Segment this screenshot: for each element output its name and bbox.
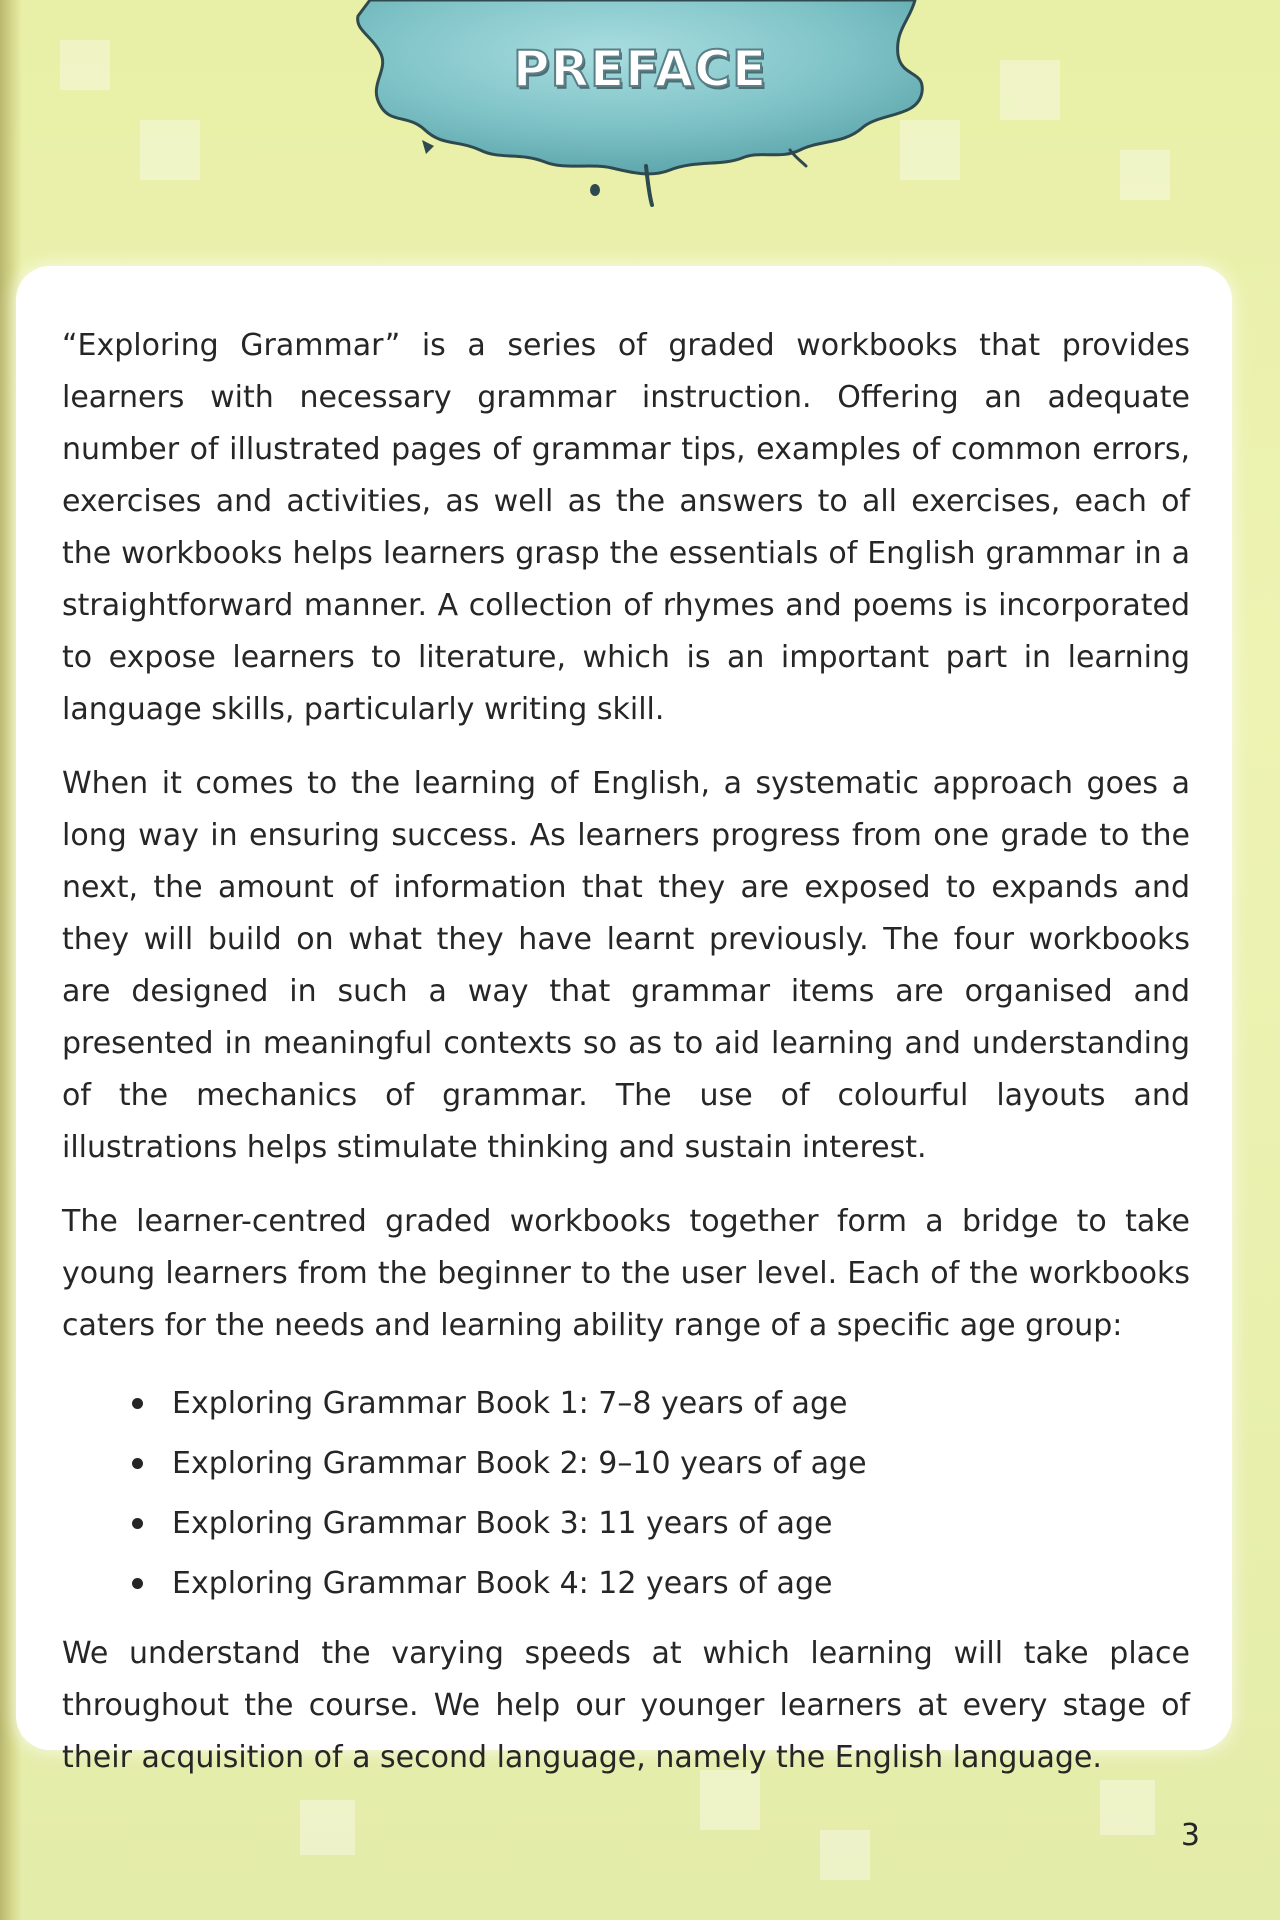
paragraph-intro: “Exploring Grammar” is a series of graded workbooks that provides learners with necessary grammar instruction. Offering an adequate number of illustrated pages of grammar tips, examples of common errors, exercises and activities, as well as the answers to all exercises, each of the workbooks helps learners grasp the essentials of English grammar in a straightforward manner. A collection of rhymes and poems is incorporated to expose learners to literature, which is an important part in learning language skills, particularly writing skill. — [62, 328, 1190, 727]
page-number: 3 — [1180, 1818, 1200, 1853]
book-4-label: Exploring Grammar Book 4: 12 years of age — [172, 1566, 833, 1601]
bullet-icon — [132, 1578, 143, 1589]
page-title: PREFACE — [512, 40, 768, 98]
book-list — [62, 1374, 1190, 1614]
list-item — [132, 1554, 1190, 1614]
bullet-icon — [132, 1518, 143, 1529]
list-item — [132, 1494, 1190, 1554]
book-2-label: Exploring Grammar Book 2: 9–10 years of age — [172, 1446, 867, 1481]
book-3-label: Exploring Grammar Book 3: 11 years of age — [172, 1506, 833, 1541]
list-item — [132, 1374, 1190, 1434]
book-1-label: Exploring Grammar Book 1: 7–8 years of age — [172, 1386, 848, 1421]
paragraph-approach: When it comes to the learning of English, a systematic approach goes a long way in ensuring success. As learners progress from one grade to the next, the amount of information that they are exposed to expands and they will build on what they have learnt previously. The four workbooks are designed in such a way that grammar items are organised and presented in meaningful contexts so as to aid learning and understanding of the mechanics of grammar. The use of colourful layouts and illustrations helps stimulate thinking and sustain interest. — [62, 766, 1190, 1165]
paragraph-closing: We understand the varying speeds at which learning will take place throughout the course. We help our younger learners at every stage of their acquisition of a second language, namely the English language. — [62, 1636, 1190, 1775]
title-paint-splash — [350, 0, 930, 215]
preface-content — [62, 320, 1190, 1806]
bullet-icon — [132, 1458, 143, 1469]
paragraph-audience: The learner-centred graded workbooks together form a bridge to take young learners from the beginner to the user level. Each of the workbooks caters for the needs and learning ability range of a specific age group: — [62, 1204, 1190, 1343]
list-item — [132, 1434, 1190, 1494]
bullet-icon — [132, 1398, 143, 1409]
